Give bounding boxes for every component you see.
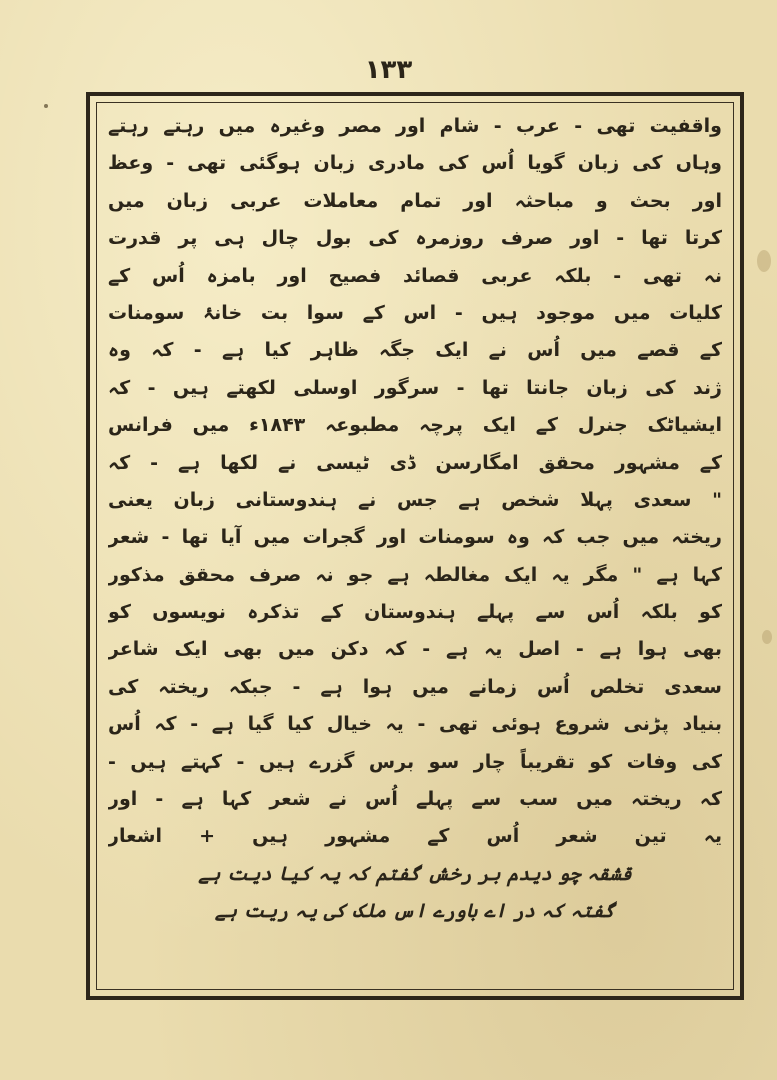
paper-spot — [757, 250, 771, 272]
text-line: کو بلکہ اُس سے پہلے ہندوستان کے تذکرہ نویسوں کو — [108, 601, 722, 624]
verse-line: گفتہ کہ در اے باورے اس ملک کی یہ ریت ہے — [214, 900, 616, 923]
text-line: کی وفات کو تقریباً چار سو برس گزرے ہیں - کہتے ہیں - — [108, 750, 722, 773]
text-line: بھی ہوا ہے - اصل یہ ہے - کہ دکن میں بھی ایک شاعر — [108, 638, 722, 661]
paper-spot — [44, 104, 48, 108]
text-line: وہاں کی زبان گویا اُس کی مادری زبان ہوگئی تھی - وعظ — [108, 152, 722, 175]
text-line: کہا ہے " مگر یہ ایک مغالطہ ہے جو نہ صرف محقق مذکور — [108, 563, 722, 586]
text-line: کرتا تھا - اور صرف روزمرہ کی بول چال ہی پر قدرت — [108, 227, 722, 250]
text-line: کہ ریختہ میں سب سے پہلے اُس نے شعر کہا ہے - اور — [108, 788, 722, 811]
text-line: واقفیت تھی - عرب - شام اور مصر وغیرہ میں رہتے رہتے — [108, 115, 722, 137]
text-line: " سعدی پہلا شخص ہے جس نے ہندوستانی زبان یعنی — [108, 488, 722, 511]
text-line: بنیاد پڑنی شروع ہوئی تھی - یہ خیال کیا گیا ہے - کہ اُس — [108, 713, 722, 736]
text-line: نہ تھی - بلکہ عربی قصائد فصیح اور بامزہ اُس کے — [108, 264, 722, 287]
text-line: کلیات میں موجود ہیں - اس کے سوا بت خانۂ سومنات — [108, 301, 722, 324]
text-line: ژند کی زبان جانتا تھا - سرگور اوسلی لکھتے ہیں - کہ — [108, 376, 722, 399]
text-line: یہ تین شعر اُس کے مشہور ہیں + اشعار — [108, 825, 722, 848]
paper-spot — [762, 630, 772, 644]
page-number: ۱۳۳ — [364, 55, 413, 85]
body-text — [108, 108, 722, 931]
text-line: سعدی تخلص اُس زمانے میں ہوا ہے - جبکہ ریختہ کی — [108, 675, 722, 698]
text-line: کے قصے میں اُس نے ایک جگہ ظاہر کیا ہے - کہ وہ — [108, 339, 722, 362]
verse-line: قشقہ چو دیدم بر رخش گفتم کہ یہ کیا دیت ہے — [198, 862, 632, 885]
text-line: کے مشہور محقق امگارسن ڈی ٹیسی نے لکھا ہے - کہ — [108, 451, 722, 474]
text-line: اور بحث و مباحثہ اور تمام معاملات عربی زبان میں — [108, 189, 722, 212]
text-line: ایشیاٹک جنرل کے ایک پرچہ مطبوعہ ۱۸۴۳ء میں فرانس — [108, 414, 722, 437]
text-line: ریختہ میں جب کہ وہ سومنات اور گجرات میں آیا تھا - شعر — [108, 526, 722, 549]
